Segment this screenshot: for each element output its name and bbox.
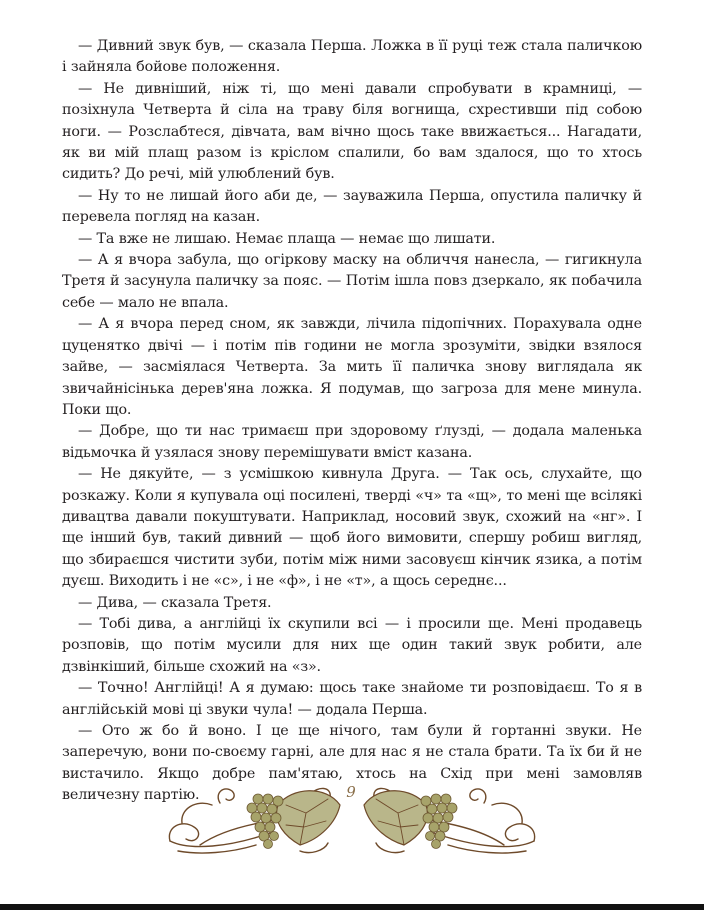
paragraph: — Не дивніший, ніж ті, що мені давали спробувати в крамниці, — позіхнула Четверта й сіла на траву біля вогнища, схрестивши під собою ноги. — Розслабтеся, дівчата, вам вічно щось таке ввижається... Нагадати, як ви мій плащ разом із кріслом спалили, бо вам здалося, що то хтось сидить? До речі, мій улюблений був. [62,80,642,183]
paragraph: — А я вчора забула, що огіркову маску на обличчя нанесла, — гигикнула Третя й засунула паличку за пояс. — Потім ішла повз дзеркало, як побачила себе — мало не впала. [62,252,642,311]
paragraph: — Добре, що ти нас тримаєш при здоровому ґлузді, — додала маленька відьмочка й узялася знову перемішувати вміст казана. [62,423,642,461]
paragraph: — Ото ж бо й воно. І це ще нічого, там були й гортанні звуки. Не заперечую, вони по-своєму гарні, але для нас я не стала брати. Та їх би й не вистачило. Якщо добре пам'ятаю, хтось на Схід при мені замовляв величезну партію. [62,723,642,804]
paragraph: — Не дякуйте, — з усмішкою кивнула Друга. — Так ось, слухайте, що розкажу. Коли я купувала оці посилені, тверді «ч» та «щ», то мені ще всілякі дивацтва давали покуштувати. Наприклад, носовий звук, схожий на «нг». І ще інший був, такий дивний — щоб його вимовити, спершу робиш вигляд, що збираєшся чистити зуби, потім між ними засовуєш кінчик язика, а потім дуєш. Виходить і не «с», і не «ф», і не «т», а щось середнє... [62,466,642,590]
paragraph: — Точно! Англійці! А я думаю: щось таке знайоме ти розповідаєш. То я в англійській мові ці звуки чула! — додала Перша. [62,680,642,718]
paragraph: — Дивний звук був, — сказала Перша. Ложка в її руці теж стала паличкою і зайняла бойове положення. [62,38,642,76]
paragraph: — Тобі дива, а англійці їх скупили всі — і просили ще. Мені продавець розповів, що потім мусили для них ще один такий звук робити, але дзвінкіший, більше схожий на «з». [62,615,642,675]
paragraph: — А я вчора перед сном, як завжди, лічила підопічних. Порахувала одне цуценятко двічі — і потім пів години не могла зрозуміти, звідки взялося зайве, — засміялася Четверта. За мить її паличка знову виглядала як звичайнісінька дерев'яна ложка. Я подумав, що загроза для мене минула. Поки що. [62,316,642,418]
paragraph: — Ну то не лишай його аби де, — зауважила Перша, опустила паличку й перевела погляд на казан. [62,187,642,226]
paragraph: — Дива, — сказала Третя. [78,594,272,611]
bottom-border [0,904,704,910]
page-number: 9 [346,783,356,801]
paragraph: — Та вже не лишаю. Немає плаща — немає що лишати. [78,230,496,247]
body-text [62,36,642,807]
